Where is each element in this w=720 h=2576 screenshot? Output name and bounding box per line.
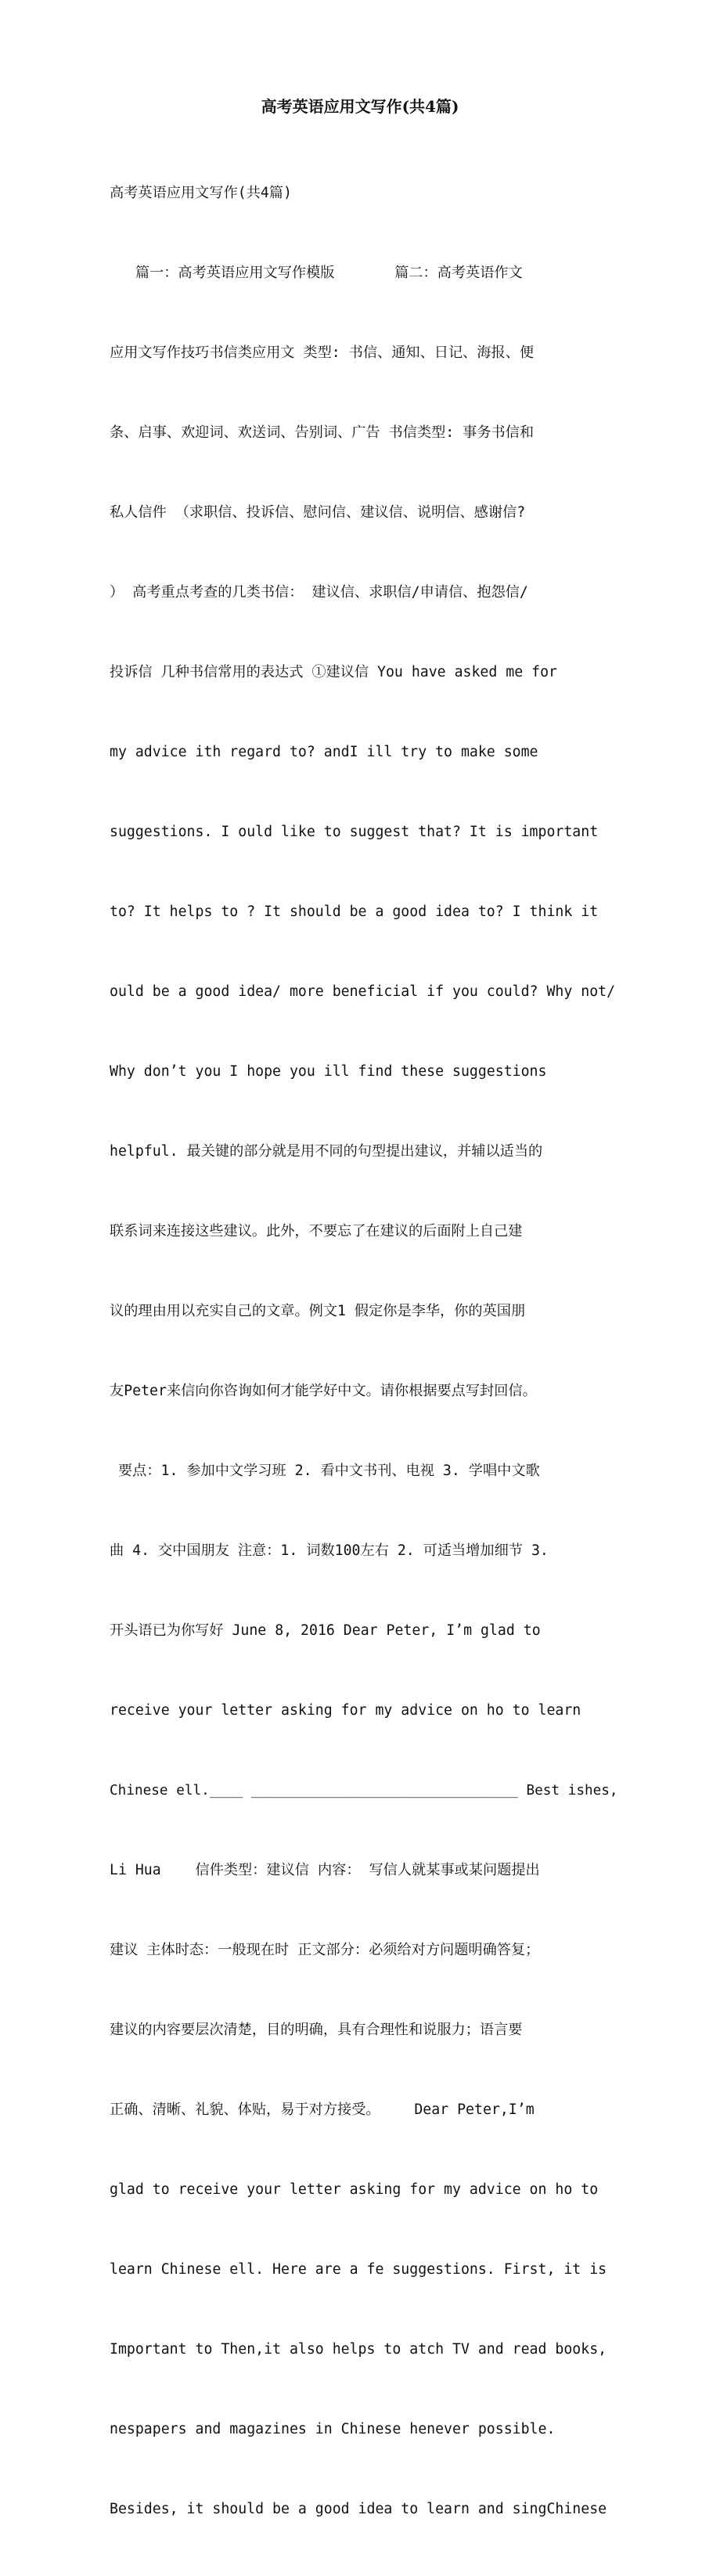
body-line: receive your letter asking for my advice on ho to learn [110, 1702, 581, 1719]
body-line: 高考英语应用文写作(共4篇) [110, 185, 292, 201]
body-line: 条、启事、欢迎词、欢送词、告别词、广告 书信类型: 事务书信和 [110, 424, 535, 441]
body-line: 议的理由用以充实自己的文章。例文1 假定你是李华，你的英国朋 [110, 1303, 526, 1319]
body-line: 曲 4. 交中国朋友 注意：1. 词数100左右 2. 可适当增加细节 3. [110, 1542, 549, 1559]
body-line: Besides, it should be a good idea to learn and singChinese [110, 2501, 607, 2517]
body-line: 篇一：高考英语应用文写作模版 篇二：高考英语作文 [110, 265, 523, 281]
body-line: Chinese ell.____ ________________________________ Best ishes, [110, 1783, 618, 1799]
body-line: suggestions. I ould like to suggest that? It is important [110, 824, 599, 840]
body-line: Why don’t you I hope you ill find these suggestions [110, 1063, 547, 1080]
body-line: 建议的内容要层次清楚，目的明确，具有合理性和说服力；语言要 [110, 2022, 523, 2038]
document-body [110, 127, 618, 2576]
document-title: 高考英语应用文写作(共4篇) [261, 97, 459, 116]
body-line: 投诉信 几种书信常用的表达式 ①建议信 You have asked me for [110, 664, 557, 680]
body-line: nespapers and magazines in Chinese henever possible. [110, 2421, 556, 2437]
body-line: Li Hua 信件类型：建议信 内容： 写信人就某事或某问题提出 [110, 1862, 540, 1878]
body-line: 开头语已为你写好 June 8, 2016 Dear Peter, I’m glad to [110, 1622, 541, 1639]
body-line: my advice ith regard to? andI ill try to make some [110, 744, 538, 760]
body-line: learn Chinese ell. Here are a fe suggestions. First, it is [110, 2261, 607, 2278]
body-line: 联系词来连接这些建议。此外，不要忘了在建议的后面附上自己建 [110, 1223, 523, 1239]
body-line: 正确、清晰、礼貌、体贴，易于对方接受。 Dear Peter,I’m [110, 2102, 535, 2118]
body-line: ） 高考重点考查的几类书信： 建议信、求职信/申请信、抱怨信/ [110, 584, 528, 601]
body-line: Important to Then,it also helps to atch TV and read books, [110, 2341, 607, 2358]
body-line: ould be a good idea/ more beneficial if you could? Why not/ [110, 983, 616, 1000]
body-line: 私人信件 （求职信、投诉信、慰问信、建议信、说明信、感谢信? [110, 504, 526, 521]
body-line: 友Peter来信向你咨询如何才能学好中文。请你根据要点写封回信。 [110, 1383, 537, 1399]
body-line: 建议 主体时态：一般现在时 正文部分：必须给对方问题明确答复； [110, 1942, 540, 1958]
body-line: 要点：1. 参加中文学习班 2. 看中文书刊、电视 3. 学唱中文歌 [110, 1463, 540, 1479]
body-line: glad to receive your letter asking for my advice on ho to [110, 2181, 599, 2198]
body-line: helpful. 最关键的部分就是用不同的句型提出建议，并辅以适当的 [110, 1143, 543, 1160]
body-line: 应用文写作技巧书信类应用文 类型: 书信、通知、日记、海报、便 [110, 345, 535, 361]
body-line: to? It helps to ? It should be a good idea to? I think it [110, 904, 599, 920]
